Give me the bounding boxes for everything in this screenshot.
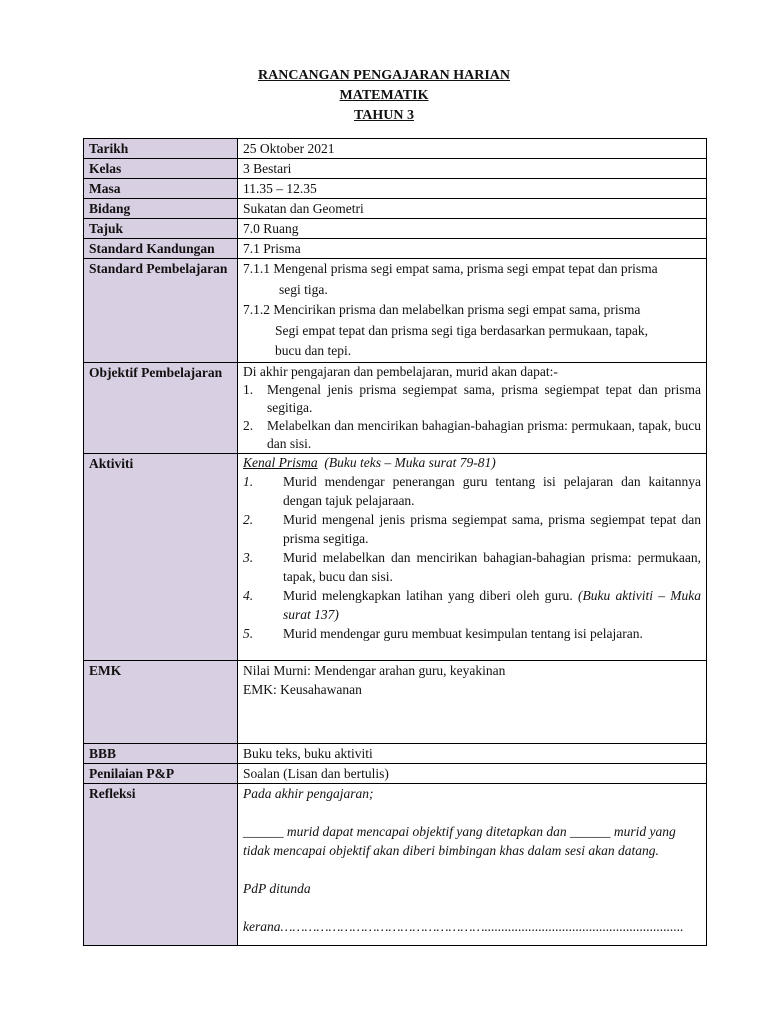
- sp-line-1b: segi tiga.: [279, 281, 328, 297]
- list-item: 2. Murid mengenal jenis prisma segiempat sama, prisma segiempat tepat dan prisma segitiga.: [243, 511, 701, 546]
- row-bidang: [84, 199, 707, 219]
- label-refleksi: Refleksi: [84, 783, 238, 945]
- value-tarikh: 25 Oktober 2021: [238, 139, 707, 159]
- sp-line-1a: 7.1.1 Mengenal prisma segi empat sama, prisma segi empat tepat dan prisma: [243, 261, 658, 276]
- emk-line-1: Nilai Murni: Mendengar arahan guru, keyakinan: [243, 662, 506, 678]
- title-line-3: TAHUN 3: [353, 108, 415, 123]
- value-penilaian: Soalan (Lisan dan bertulis): [238, 763, 707, 783]
- label-standard-pembelajaran: Standard Pembelajaran: [84, 259, 238, 363]
- label-tarikh: Tarikh: [84, 139, 238, 159]
- emk-line-2: EMK: Keusahawanan: [243, 681, 362, 697]
- row-objektif: [84, 362, 707, 453]
- row-emk: [84, 660, 707, 743]
- value-bbb: Buku teks, buku aktiviti: [238, 743, 707, 763]
- lesson-plan-table: [83, 138, 707, 946]
- list-item: 1. Mengenal jenis prisma segiempat sama, prisma segiempat tepat dan prisma segitiga.: [243, 381, 701, 415]
- label-emk: EMK: [84, 660, 238, 743]
- label-standard-kandungan: Standard Kandungan: [84, 239, 238, 259]
- label-bbb: BBB: [84, 743, 238, 763]
- list-item: 2. Melabelkan dan mencirikan bahagian-bahagian prisma: permukaan, tapak, bucu dan sisi.: [243, 417, 701, 451]
- row-aktiviti: [84, 453, 707, 660]
- label-objektif: Objektif Pembelajaran: [84, 362, 238, 453]
- row-standard-kandungan: [84, 239, 707, 259]
- list-item: 3. Murid melabelkan dan mencirikan bahagian-bahagian prisma: permukaan, tapak, bucu dan sisi.: [243, 549, 701, 584]
- row-tarikh: [84, 139, 707, 159]
- title-line-2: MATEMATIK: [339, 88, 429, 103]
- refleksi-line-2: ______ murid dapat mencapai objektif yang ditetapkan dan ______ murid yang: [243, 823, 676, 839]
- refleksi-line-5: kerana……………………………………………...........................................................: [243, 918, 684, 934]
- list-item: 4. Murid melengkapkan latihan yang diberi oleh guru. (Buku aktiviti – Muka surat 137): [243, 587, 701, 622]
- objektif-intro: Di akhir pengajaran dan pembelajaran, murid akan dapat:-: [243, 363, 558, 379]
- sp-line-2c: bucu dan tepi.: [275, 343, 352, 358]
- refleksi-line-1: Pada akhir pengajaran;: [243, 785, 374, 801]
- row-kelas: [84, 159, 707, 179]
- refleksi-line-3: tidak mencapai objektif akan diberi bimbingan khas dalam sesi akan datang.: [243, 842, 659, 858]
- label-kelas: Kelas: [84, 159, 238, 179]
- sp-line-2b: Segi empat tepat dan prisma segi tiga berdasarkan permukaan, tapak,: [275, 322, 648, 338]
- value-emk: [238, 660, 707, 743]
- sp-line-2a: 7.1.2 Mencirikan prisma dan melabelkan prisma segi empat sama, prisma: [243, 302, 641, 317]
- list-item: 1. Murid mendengar penerangan guru tentang isi pelajaran dan kaitannya dengan tajuk pelajaraan.: [243, 473, 701, 508]
- aktiviti-heading: Kenal Prisma (Buku teks – Muka surat 79-81): [243, 454, 496, 470]
- value-masa: 11.35 – 12.35: [238, 179, 707, 199]
- value-standard-pembelajaran: [238, 259, 707, 363]
- value-bidang: Sukatan dan Geometri: [238, 199, 707, 219]
- label-penilaian: Penilaian P&P: [84, 763, 238, 783]
- value-aktiviti: [238, 453, 707, 660]
- label-bidang: Bidang: [84, 199, 238, 219]
- value-kelas: 3 Bestari: [238, 159, 707, 179]
- refleksi-line-4: PdP ditunda: [243, 880, 311, 896]
- title-line-1: RANCANGAN PENGAJARAN HARIAN: [258, 68, 510, 83]
- row-tajuk: [84, 219, 707, 239]
- objektif-list: [243, 381, 701, 453]
- label-tajuk: Tajuk: [84, 219, 238, 239]
- document-title: [0, 66, 768, 126]
- value-standard-kandungan: 7.1 Prisma: [238, 239, 707, 259]
- label-masa: Masa: [84, 179, 238, 199]
- value-refleksi: [238, 783, 707, 945]
- row-penilaian: [84, 763, 707, 783]
- label-aktiviti: Aktiviti: [84, 453, 238, 660]
- list-item: 5. Murid mendengar guru membuat kesimpulan tentang isi pelajaran.: [243, 625, 643, 641]
- value-tajuk: 7.0 Ruang: [238, 219, 707, 239]
- row-refleksi: [84, 783, 707, 945]
- row-bbb: [84, 743, 707, 763]
- row-masa: [84, 179, 707, 199]
- value-objektif: [238, 362, 707, 453]
- row-standard-pembelajaran: [84, 259, 707, 363]
- aktiviti-list: [243, 472, 701, 643]
